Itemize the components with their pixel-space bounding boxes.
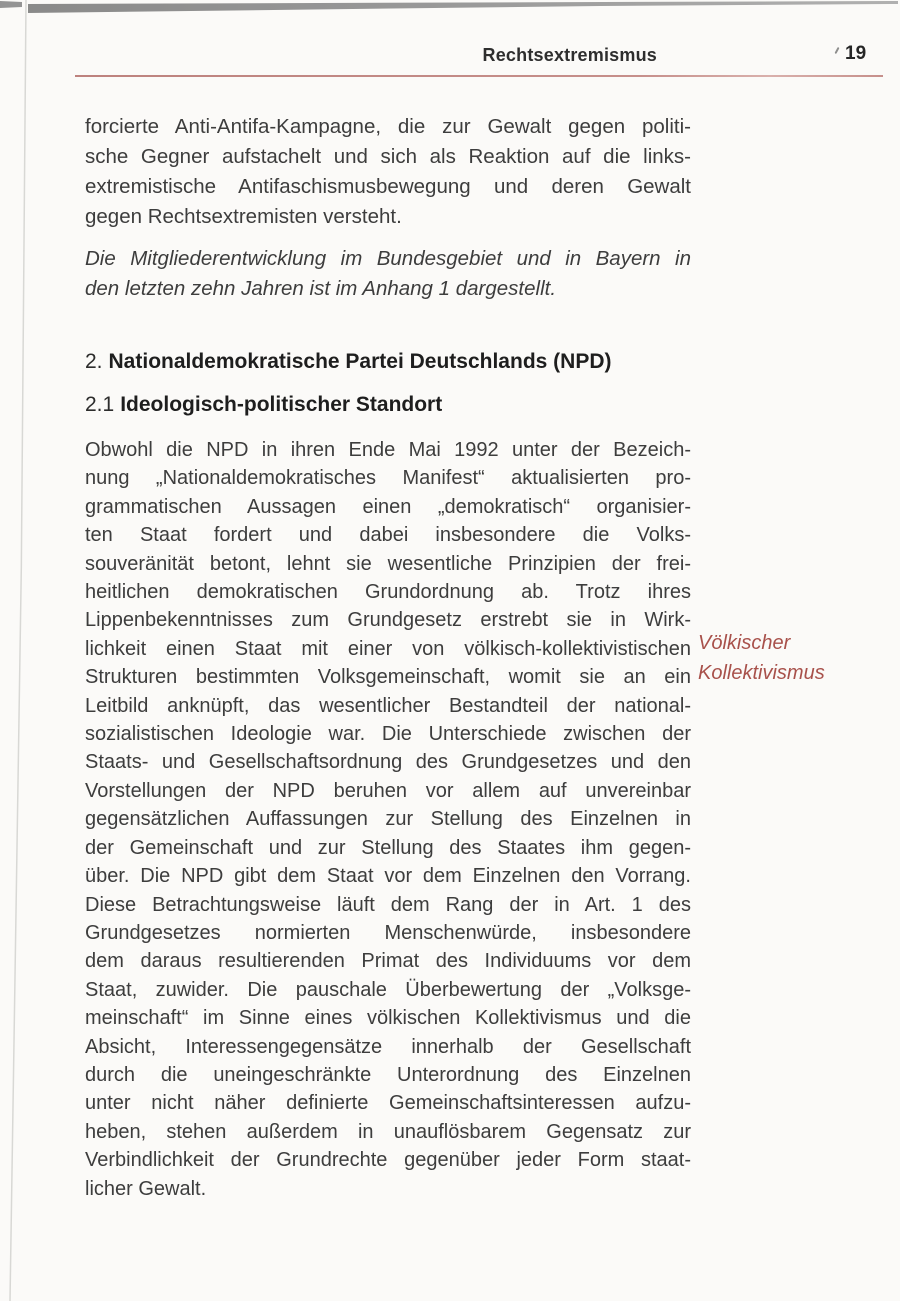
text-line: Absicht, Interessengegensätze innerhalb der Gesellschaft: [85, 1035, 691, 1058]
paragraph-antifa-kampagne: [85, 112, 691, 232]
heading-number: 2.: [85, 350, 103, 373]
heading-npd: [85, 350, 611, 374]
text-line: extremistische Antifaschismusbewegung und deren Gewalt: [85, 175, 691, 198]
text-line: dem daraus resultierenden Primat des Individuums vor dem: [85, 950, 691, 973]
paragraph-ideologisch-politischer-standort: [85, 436, 691, 1203]
text-line: Verbindlichkeit der Grundrechte gegenüber jeder Form staat-: [85, 1149, 691, 1172]
heading-title: Ideologisch-politischer Standort: [120, 393, 443, 416]
text-line: Lippenbekenntnisses zum Grundgesetz erstrebt sie in Wirk-: [85, 609, 691, 632]
scan-edge-top: [0, 0, 900, 18]
scan-edge-left: [0, 0, 40, 1301]
text-line: Staat, zuwider. Die pauschale Überbewertung der „Volksge-: [85, 978, 691, 1001]
text-line: heitlichen demokratischen Grundordnung ab. Trotz ihres: [85, 581, 691, 604]
text-line: unter nicht näher definierte Gemeinschaftsinteressen aufzu-: [85, 1092, 691, 1115]
text-line: licher Gewalt.: [85, 1177, 207, 1200]
text-line: Diese Betrachtungsweise läuft dem Rang der in Art. 1 des: [85, 893, 691, 916]
text-line: souveränität betont, lehnt sie wesentliche Prinzipien der frei-: [85, 552, 691, 575]
text-line: der Gemeinschaft und zur Stellung des Staates ihm gegen-: [85, 836, 691, 859]
text-line: Vorstellungen der NPD beruhen vor allem auf unvereinbar: [85, 779, 691, 802]
text-line: grammatischen Aussagen einen „demokratisch“ organisier-: [85, 495, 691, 518]
text-line: Die Mitgliederentwicklung im Bundesgebiet und in Bayern in: [85, 247, 691, 270]
text-line: sche Gegner aufstachelt und sich als Reaktion auf die links-: [85, 145, 691, 168]
text-line: Staats- und Gesellschaftsordnung des Grundgesetzes und den: [85, 751, 691, 774]
text-line: gegensätzlichen Auffassungen zur Stellung des Einzelnen in: [85, 808, 691, 831]
text-line: Obwohl die NPD in ihren Ende Mai 1992 unter der Bezeich-: [85, 439, 691, 461]
header-rule: [75, 75, 883, 77]
text-line: nung „Nationaldemokratisches Manifest“ aktualisierten pro-: [85, 467, 691, 490]
text-line: forcierte Anti-Antifa-Kampagne, die zur Gewalt gegen politi-: [85, 115, 691, 138]
text-line: durch die uneingeschränkte Unterordnung des Einzelnen: [85, 1063, 691, 1086]
text-line: Strukturen bestimmten Volksgemeinschaft, womit sie an ein: [85, 666, 691, 689]
text-line: meinschaft“ im Sinne eines völkischen Kollektivismus und die: [85, 1007, 691, 1030]
heading-number: 2.1: [85, 393, 115, 416]
text-line: gegen Rechtsextremisten versteht.: [85, 205, 402, 228]
text-line: den letzten zehn Jahren ist im Anhang 1 dargestellt.: [85, 277, 557, 300]
margin-note-line: Kollektivismus: [698, 662, 825, 684]
text-line: Leitbild anknüpft, das wesentlicher Bestandteil der national-: [85, 694, 691, 717]
text-line: ten Staat fordert und dabei insbesondere die Volks-: [85, 524, 691, 547]
text-line: lichkeit einen Staat mit einer von völkisch-kollektivistischen: [85, 637, 691, 660]
running-header-title: Rechtsextremismus: [482, 45, 657, 65]
margin-note-voelkischer-kollektivismus: [698, 628, 888, 688]
page-number: 19: [845, 43, 867, 64]
text-line: über. Die NPD gibt dem Staat vor dem Einzelnen den Vorrang.: [85, 865, 691, 888]
paragraph-mitgliederentwicklung: [85, 244, 691, 304]
text-line: sozialistischen Ideologie war. Die Unterschiede zwischen der: [85, 723, 691, 746]
text-line: Grundgesetzes normierten Menschenwürde, insbesondere: [85, 921, 691, 944]
text-line: heben, stehen außerdem in unauflösbarem Gegensatz zur: [85, 1120, 691, 1143]
heading-title: Nationaldemokratische Partei Deutschlands (NPD): [108, 350, 612, 373]
heading-ideologisch-politischer-standort: [85, 393, 442, 417]
margin-note-line: Völkischer: [698, 632, 791, 654]
scan-speck: [834, 47, 839, 54]
